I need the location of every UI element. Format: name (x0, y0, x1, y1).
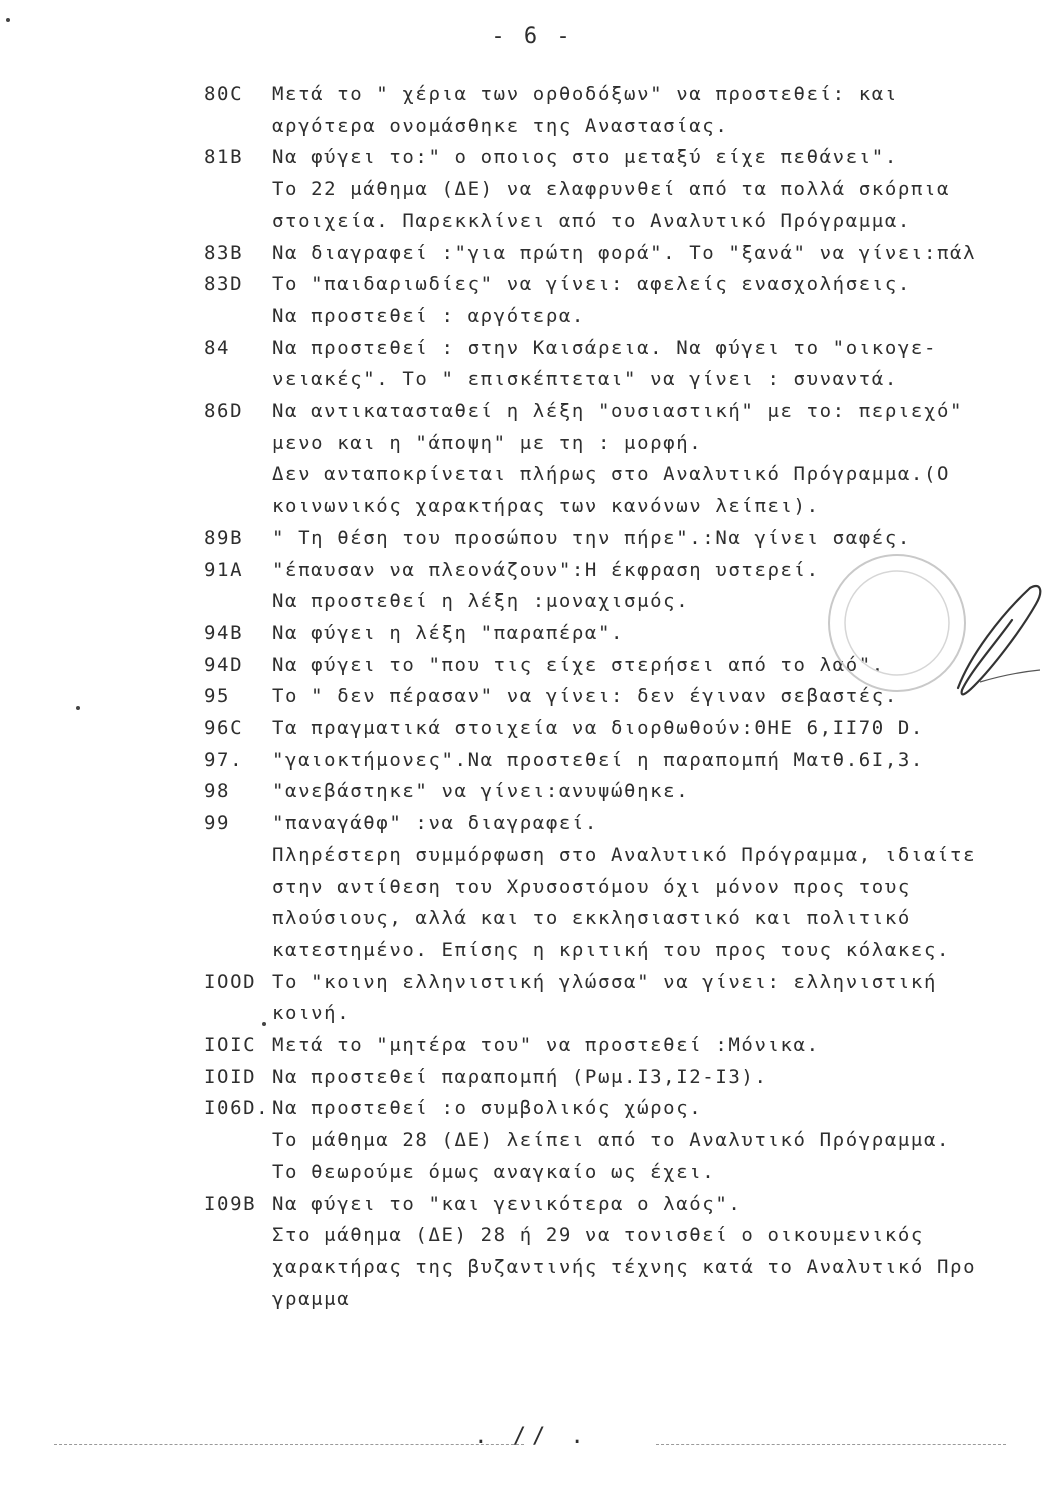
comment-text: Να φύγει το "και γενικότερα ο λαός". (272, 1193, 742, 1215)
comment-text: Να προστεθεί : αργότερα. (272, 305, 585, 327)
reference-code: ΙΟΙC (204, 1034, 257, 1056)
continuation-mark: . // . (474, 1424, 590, 1449)
comment-text: νειακές". Το " επισκέπτεται" να γίνει : συναντά. (272, 368, 898, 390)
reference-code: 81Β (204, 146, 244, 168)
comment-text: στην αντίθεση του Χρυσοστόμου όχι μόνον προς τους (272, 876, 911, 898)
comment-text: "ανεβάστηκε" να γίνει:ανυψώθηκε. (272, 780, 690, 802)
comment-text: χαρακτήρας της βυζαντινής τέχνης κατά το Αναλυτικό Προ (272, 1256, 977, 1278)
signature-icon (940, 576, 1050, 706)
comment-text: "γαιοκτήμονες".Να προστεθεί η παραπομπή Ματθ.6Ι,3. (272, 749, 924, 771)
comment-text: Να φύγει το "που τις είχε στερήσει από το λαό". (272, 654, 885, 676)
reference-code: 84 (204, 337, 231, 359)
reference-code: 94D (204, 654, 244, 676)
comment-text: "παναγάθφ" :να διαγραφεί. (272, 812, 598, 834)
reference-code: 86D (204, 400, 244, 422)
comment-text: Να διαγραφεί :"για πρώτη φορά". Το "ξανά" να γίνει:πάλ (272, 242, 977, 264)
reference-code: 83D (204, 273, 244, 295)
reference-code: 99 (204, 812, 231, 834)
comment-text: Να προστεθεί η λέξη :μοναχισμός. (272, 590, 690, 612)
comment-text: Το θεωρούμε όμως αναγκαίο ως έχει. (272, 1161, 716, 1183)
reference-code: ΙΟΟD (204, 971, 257, 993)
comment-text: Το " δεν πέρασαν" να γίνει: δεν έγιναν σεβαστές. (272, 685, 898, 707)
divider-right (656, 1444, 1006, 1445)
reference-code: 83Β (204, 242, 244, 264)
reference-code: 80C (204, 83, 244, 105)
margin-mark (6, 18, 10, 22)
comment-text: Το "κοινη ελληνιστική γλώσσα" να γίνει: ελληνιστική (272, 971, 937, 993)
comment-text: Να φύγει το:" ο οποιος στο μεταξύ είχε πεθάνει". (272, 146, 898, 168)
comment-text: Να αντικατασταθεί η λέξη "ουσιαστική" με το: περιεχό" (272, 400, 964, 422)
reference-code: 95 (204, 685, 231, 707)
comment-text: Τα πραγματικά στοιχεία να διορθωθούν:ΘΗΕ 6,II70 D. (272, 717, 924, 739)
comment-text: Να προστεθεί : στην Καισάρεια. Να φύγει το "οικογε- (272, 337, 937, 359)
reference-code: 94Β (204, 622, 244, 644)
comment-text: Να φύγει η λέξη "παραπέρα". (272, 622, 625, 644)
reference-code: 96C (204, 717, 244, 739)
reference-code: 89Β (204, 527, 244, 549)
reference-code: 97. (204, 749, 244, 771)
comment-text: Μετά το "μητέρα του" να προστεθεί :Μόνικα. (272, 1034, 820, 1056)
margin-mark (262, 1022, 266, 1026)
comment-text: πλούσιους, αλλά και το εκκλησιαστικό και πολιτικό (272, 907, 911, 929)
comment-text: στοιχεία. Παρεκκλίνει από το Αναλυτικό Πρόγραμμα. (272, 210, 911, 232)
comment-text: Μετά το " χέρια των ορθοδόξων" να προστεθεί: και (272, 83, 898, 105)
reference-code: Ι09Β (204, 1193, 257, 1215)
comment-text: Το 22 μάθημα (ΔΕ) να ελαφρυνθεί από τα πολλά σκόρπια (272, 178, 951, 200)
comment-text: κοινή. (272, 1002, 351, 1024)
comment-text: αργότερα ονομάσθηκε της Αναστασίας. (272, 115, 729, 137)
page-number-header: - 6 - (491, 24, 573, 49)
reference-code: 91Α (204, 559, 244, 581)
comment-text: κατεστημένο. Επίσης η κριτική του προς τους κόλακες. (272, 939, 951, 961)
comment-text: Πληρέστερη συμμόρφωση στο Αναλυτικό Πρόγραμμα, ιδιαίτε (272, 844, 977, 866)
comment-text: γραμμα (272, 1288, 351, 1310)
margin-mark (76, 706, 80, 710)
reference-code: Ι06D. (204, 1097, 270, 1119)
comment-text: Δεν ανταποκρίνεται πλήρως στο Αναλυτικό Πρόγραμμα.(Ο (272, 463, 951, 485)
comment-text: Να προστεθεί παραπομπή (Ρωμ.Ι3,Ι2-Ι3). (272, 1066, 768, 1088)
comment-text: "έπαυσαν να πλεονάζουν":Η έκφραση υστερεί. (272, 559, 820, 581)
reference-code: ΙΟΙD (204, 1066, 257, 1088)
comment-text: Το "παιδαριωδίες" να γίνει: αφελείς ενασχολήσεις. (272, 273, 911, 295)
comment-text: Να προστεθεί :ο συμβολικός χώρος. (272, 1097, 703, 1119)
comment-text: μενο και η "άποψη" με τη : μορφή. (272, 432, 703, 454)
reference-code: 98 (204, 780, 231, 802)
comment-text: κοινωνικός χαρακτήρας των κανόνων λείπει). (272, 495, 820, 517)
comment-text: Το μάθημα 28 (ΔΕ) λείπει από το Αναλυτικό Πρόγραμμα. (272, 1129, 951, 1151)
comment-text: Στο μάθημα (ΔΕ) 28 ή 29 να τονισθεί ο οικουμενικός (272, 1224, 924, 1246)
comment-text: " Τη θέση του προσώπου την πήρε".:Να γίνει σαφές. (272, 527, 911, 549)
